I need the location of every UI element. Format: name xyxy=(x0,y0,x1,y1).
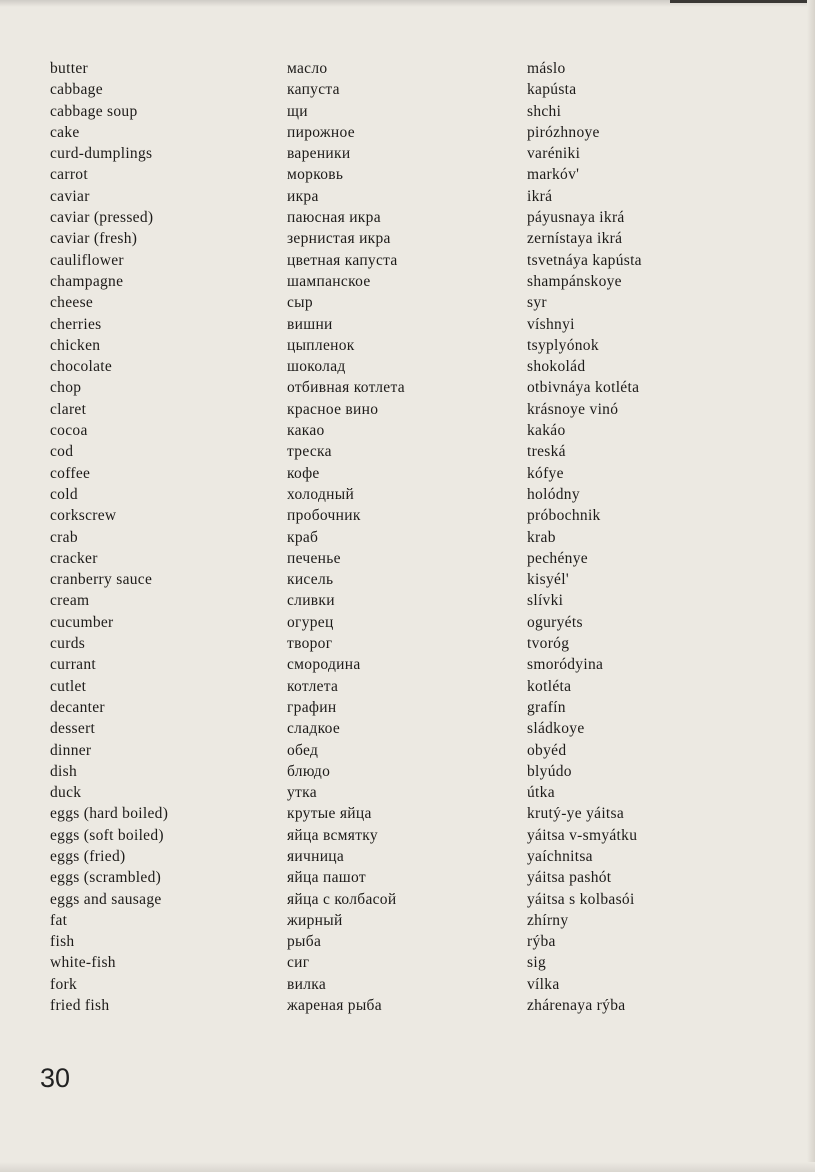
russian-word: печенье xyxy=(287,549,341,567)
english-word: cracker xyxy=(50,549,98,567)
russian-word: вишни xyxy=(287,315,333,333)
transliteration-word: zhírny xyxy=(527,911,569,929)
transliteration-word: grafín xyxy=(527,698,566,716)
russian-word: красное вино xyxy=(287,400,379,418)
english-word: eggs (hard boiled) xyxy=(50,805,169,823)
transliteration-word: varéniki xyxy=(527,145,581,163)
transliteration-word: krab xyxy=(527,528,556,546)
english-word: claret xyxy=(50,400,87,418)
russian-word: цыпленок xyxy=(287,336,355,354)
russian-word: щи xyxy=(287,102,308,120)
english-word: dessert xyxy=(50,720,96,738)
transliteration-word: obyéd xyxy=(527,741,567,759)
russian-column xyxy=(287,58,507,1016)
english-word: coffee xyxy=(50,464,91,482)
transliteration-word: oguryéts xyxy=(527,613,583,631)
russian-word: яйца пашот xyxy=(287,869,366,887)
russian-word: сыр xyxy=(287,294,313,312)
page-number: 30 xyxy=(40,1063,71,1093)
english-word: fork xyxy=(50,975,78,993)
russian-word: какао xyxy=(287,422,325,440)
english-word: cutlet xyxy=(50,677,87,695)
english-word: curd-dumplings xyxy=(50,145,153,163)
russian-word: огурец xyxy=(287,613,334,631)
russian-word: треска xyxy=(287,443,332,461)
transliteration-word: sig xyxy=(527,954,546,972)
transliteration-word: ikrá xyxy=(527,187,553,205)
russian-word: обед xyxy=(287,741,319,759)
english-word: eggs (scrambled) xyxy=(50,869,162,887)
english-word: chicken xyxy=(50,336,101,354)
transliteration-word: páyusnaya ikrá xyxy=(527,209,625,227)
russian-word: сиг xyxy=(287,954,310,972)
transliteration-word: yaíchnitsa xyxy=(527,847,593,865)
english-word: champagne xyxy=(50,272,124,290)
english-word: cherries xyxy=(50,315,102,333)
russian-word: отбивная котлета xyxy=(287,379,405,397)
transliteration-word: shokolád xyxy=(527,358,586,376)
transliteration-word: vílka xyxy=(527,975,560,993)
russian-word: шампанское xyxy=(287,272,371,290)
english-word: chocolate xyxy=(50,358,113,376)
english-word: dinner xyxy=(50,741,92,759)
russian-word: капуста xyxy=(287,81,340,99)
english-word: carrot xyxy=(50,166,88,184)
english-word: cold xyxy=(50,485,78,503)
transliteration-word: yáitsa s kolbasói xyxy=(527,890,635,908)
english-word: cranberry sauce xyxy=(50,571,153,589)
english-word: fried fish xyxy=(50,997,110,1015)
transliteration-word: tsyplyónok xyxy=(527,336,599,354)
russian-word: блюдо xyxy=(287,762,331,780)
english-word: curds xyxy=(50,635,86,653)
english-word: cod xyxy=(50,443,74,461)
english-word: cabbage soup xyxy=(50,102,138,120)
transliteration-word: pirózhnoye xyxy=(527,123,600,141)
english-word: caviar (fresh) xyxy=(50,230,138,248)
russian-word: рыба xyxy=(287,933,322,951)
russian-word: холодный xyxy=(287,485,355,503)
english-word: fat xyxy=(50,911,68,929)
english-word: fish xyxy=(50,933,75,951)
transliteration-word: tsvetnáya kapústa xyxy=(527,251,642,269)
transliteration-word: smoródyina xyxy=(527,656,604,674)
transliteration-word: treská xyxy=(527,443,566,461)
transliteration-word: sládkoye xyxy=(527,720,585,738)
russian-word: яйца всмятку xyxy=(287,826,378,844)
transliteration-word: zernístaya ikrá xyxy=(527,230,623,248)
russian-word: краб xyxy=(287,528,319,546)
english-word: eggs and sausage xyxy=(50,890,162,908)
english-word: cheese xyxy=(50,294,94,312)
russian-word: морковь xyxy=(287,166,344,184)
english-word: white-fish xyxy=(50,954,116,972)
transliteration-word: kotléta xyxy=(527,677,572,695)
russian-word: смородина xyxy=(287,656,361,674)
russian-word: масло xyxy=(287,60,328,77)
transliteration-column xyxy=(527,58,797,1016)
russian-word: цветная капуста xyxy=(287,251,398,269)
english-word: cucumber xyxy=(50,613,114,631)
transliteration-word: zhárenaya rýba xyxy=(527,997,626,1015)
russian-word: творог xyxy=(287,635,333,653)
transliteration-word: pechénye xyxy=(527,549,588,567)
english-word: corkscrew xyxy=(50,507,117,525)
russian-word: яичница xyxy=(287,847,345,865)
english-word: duck xyxy=(50,784,82,802)
russian-word: жареная рыба xyxy=(287,997,382,1015)
english-word: eggs (soft boiled) xyxy=(50,826,164,844)
transliteration-word: yáitsa v-smyátku xyxy=(527,826,638,844)
russian-word: вилка xyxy=(287,975,327,993)
transliteration-word: rýba xyxy=(527,933,556,951)
transliteration-word: víshnyi xyxy=(527,315,575,333)
english-word: eggs (fried) xyxy=(50,847,126,865)
english-word: butter xyxy=(50,60,88,77)
english-word: caviar xyxy=(50,187,90,205)
page-right-shadow xyxy=(807,0,815,1172)
russian-word: пробочник xyxy=(287,507,361,525)
english-column xyxy=(50,58,270,1016)
transliteration-word: próbochnik xyxy=(527,507,601,525)
english-word: cabbage xyxy=(50,81,103,99)
russian-word: сливки xyxy=(287,592,335,610)
transliteration-word: kakáo xyxy=(527,422,566,440)
transliteration-word: blyúdo xyxy=(527,762,572,780)
english-word: decanter xyxy=(50,698,105,716)
english-word: caviar (pressed) xyxy=(50,209,154,227)
russian-word: икра xyxy=(287,187,319,205)
russian-word: утка xyxy=(287,784,317,802)
transliteration-word: tvoróg xyxy=(527,635,570,653)
russian-word: жирный xyxy=(287,911,343,929)
transliteration-word: kisyél' xyxy=(527,571,569,589)
transliteration-word: slívki xyxy=(527,592,564,610)
transliteration-word: krásnoye vinó xyxy=(527,400,619,418)
english-word: dish xyxy=(50,762,78,780)
russian-word: кисель xyxy=(287,571,334,589)
english-word: cauliflower xyxy=(50,251,124,269)
russian-word: паюсная икра xyxy=(287,209,381,227)
transliteration-word: markóv' xyxy=(527,166,580,184)
russian-word: шоколад xyxy=(287,358,346,376)
transliteration-word: máslo xyxy=(527,60,566,77)
transliteration-word: útka xyxy=(527,784,555,802)
transliteration-word: kófye xyxy=(527,464,564,482)
transliteration-word: holódny xyxy=(527,485,580,503)
russian-word: пирожное xyxy=(287,123,355,141)
page-bottom-shadow xyxy=(0,1162,815,1172)
transliteration-word: otbivnáya kotléta xyxy=(527,379,640,397)
english-word: cake xyxy=(50,123,80,141)
russian-word: яйца с колбасой xyxy=(287,890,397,908)
page-top-mark xyxy=(670,0,815,3)
russian-word: зернистая икра xyxy=(287,230,391,248)
transliteration-word: shampánskoye xyxy=(527,272,622,290)
russian-word: котлета xyxy=(287,677,339,695)
transliteration-word: shchi xyxy=(527,102,562,120)
russian-word: крутые яйца xyxy=(287,805,372,823)
english-word: chop xyxy=(50,379,82,397)
russian-word: вареники xyxy=(287,145,351,163)
russian-word: сладкое xyxy=(287,720,341,738)
english-word: cream xyxy=(50,592,90,610)
transliteration-word: krutý-ye yáitsa xyxy=(527,805,625,823)
english-word: crab xyxy=(50,528,78,546)
transliteration-word: syr xyxy=(527,294,547,312)
transliteration-word: kapústa xyxy=(527,81,577,99)
russian-word: кофе xyxy=(287,464,320,482)
english-word: currant xyxy=(50,656,96,674)
russian-word: графин xyxy=(287,698,337,716)
english-word: cocoa xyxy=(50,422,88,440)
transliteration-word: yáitsa pashót xyxy=(527,869,612,887)
